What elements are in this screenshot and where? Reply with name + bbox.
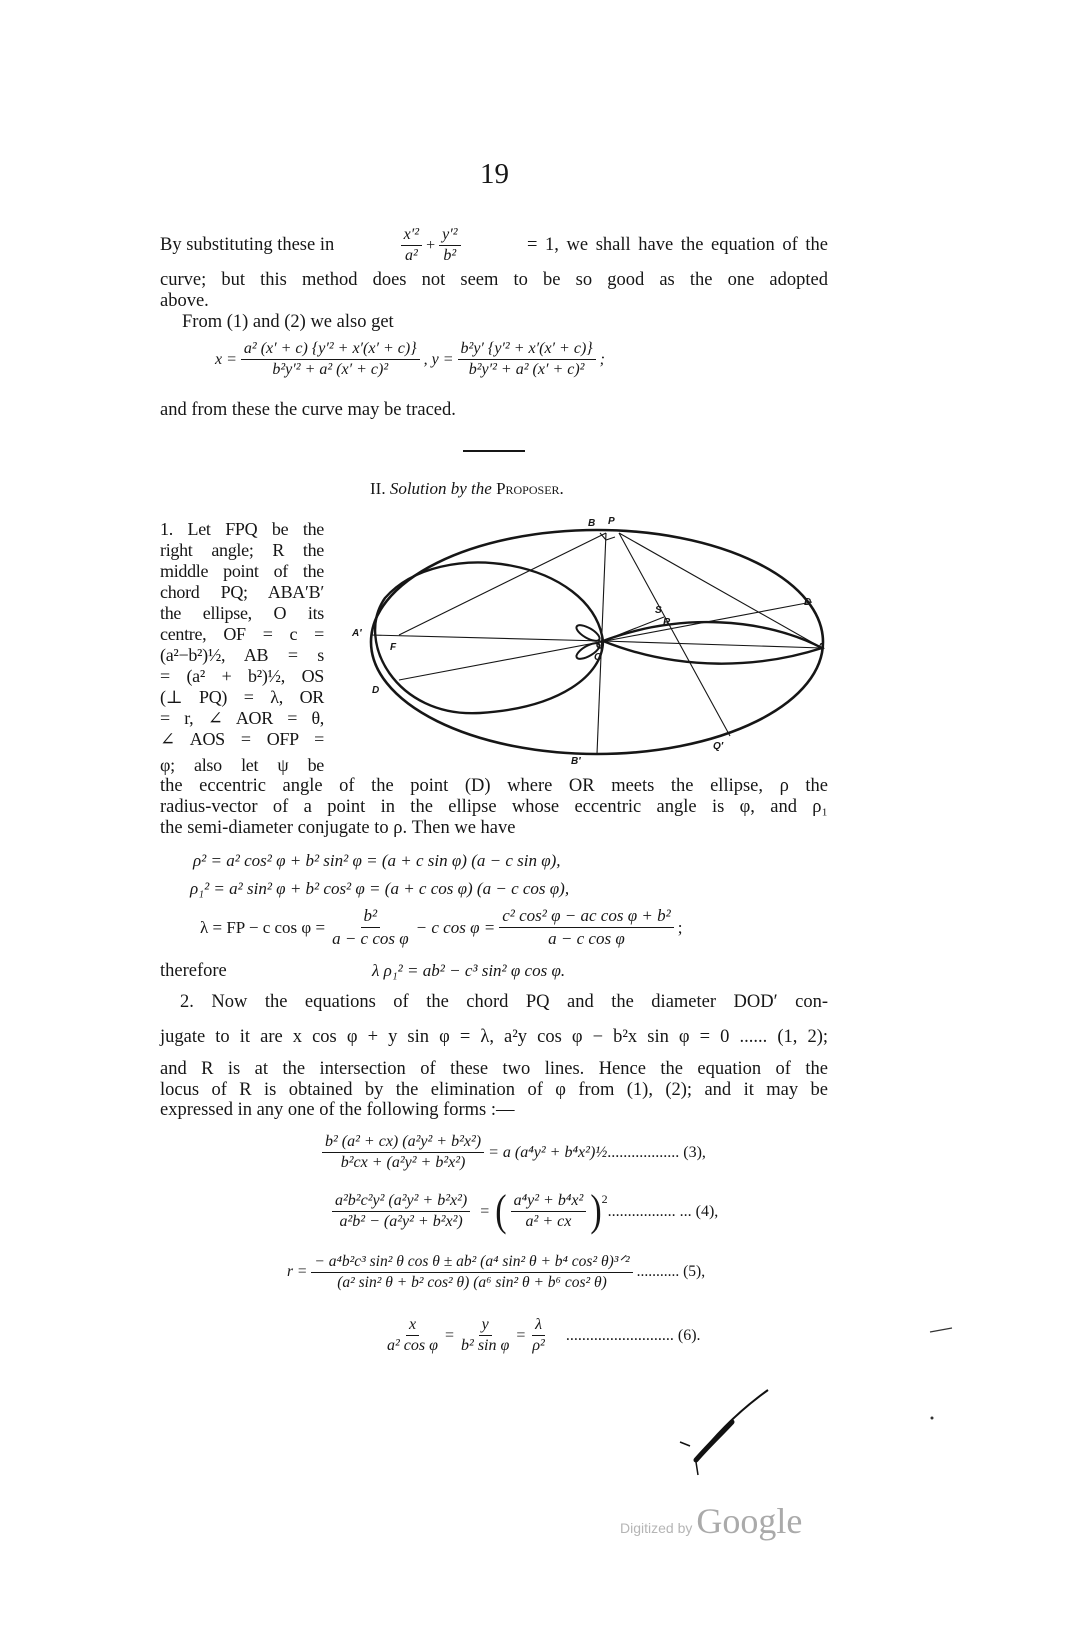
ellipse-equation: [397, 226, 465, 265]
fraction-numerator: a² (x′ + c) {y′² + x′(x′ + c)}: [241, 340, 420, 360]
label-B: B: [588, 518, 596, 529]
body-line: the eccentric angle of the point (D) where OR meets the ellipse, ρ the: [160, 776, 828, 796]
equation-result: λ ρ₁² = ab² − c³ sin² φ cos φ.: [372, 961, 566, 980]
equation-rho: ρ² = a² cos² φ + b² sin² φ = (a + c sin φ) (a − c sin φ),: [193, 851, 561, 870]
watermark-prefix: Digitized by: [620, 1520, 693, 1536]
fraction-denominator: (a² sin² θ + b² cos² θ) (a⁶ sin² θ + b⁶ cos² θ): [337, 1274, 607, 1291]
line-OS: [603, 617, 664, 641]
left-column-line: φ; also let ψ be: [160, 755, 324, 775]
google-logo-text: Google: [696, 1501, 803, 1541]
left-column-line: centre, OF = c =: [160, 624, 324, 644]
fraction-numerator: y: [479, 1316, 492, 1336]
label-D-right: D: [804, 597, 812, 608]
label-S: S: [655, 605, 662, 616]
label-P: P: [608, 516, 615, 527]
line-PF: [399, 533, 606, 635]
fraction-denominator: a²b² − (a²y² + b²x²): [339, 1213, 463, 1230]
chord-PQ: [619, 533, 730, 736]
label-D-left: D: [372, 685, 380, 696]
line-PA: [619, 533, 822, 648]
pen-stroke-mark: [660, 1380, 790, 1490]
intro-line-3: above.: [160, 291, 209, 311]
fraction-numerator: y′²: [439, 226, 460, 246]
fraction-denominator: a² + cx: [525, 1213, 572, 1230]
exponent: 2: [601, 1192, 608, 1206]
section-subtitle: Solution by the: [389, 479, 492, 498]
fraction-numerator: λ: [532, 1316, 545, 1336]
body-line: the semi-diameter conjugate to ρ. Then we have: [160, 818, 516, 838]
right-angle-mark: [600, 533, 615, 540]
equation-6: [380, 1316, 701, 1355]
equation-lambda: [200, 906, 682, 949]
parametric-equations: [215, 340, 605, 379]
label-A: A: [817, 642, 825, 653]
left-column-line: (a²−b²)½, AB = s: [160, 645, 324, 665]
equation-lhs: , y =: [423, 350, 454, 368]
semicolon: ;: [677, 917, 683, 937]
left-paren: (: [495, 1186, 507, 1235]
equation-tag: ................. ... (4),: [607, 1202, 719, 1220]
plus-sign: +: [426, 236, 436, 254]
fraction-denominator: a²: [404, 247, 418, 264]
fraction-numerator: b²: [361, 906, 381, 928]
label-R: R: [663, 617, 671, 628]
label-Q-prime: Q′: [713, 741, 724, 752]
body-line: expressed in any one of the following forms :—: [160, 1100, 515, 1120]
left-column-line: ∠ AOS = OFP =: [160, 729, 324, 749]
semicolon: ;: [599, 350, 605, 368]
equation-lhs: x =: [215, 350, 237, 368]
fraction-denominator: b²: [443, 247, 457, 264]
equation-rho1: ρ₁² = a² sin² φ + b² cos² φ = (a + c cos φ) (a − c cos φ),: [190, 879, 570, 898]
intro-text: = 1, we shall have the equation of the: [526, 235, 828, 255]
equation-5: [287, 1252, 705, 1292]
fraction-numerator: x′²: [401, 226, 422, 246]
left-column-line: middle point of the: [160, 561, 324, 581]
equation-middle: − c cos φ =: [415, 917, 496, 937]
equation-lhs: r =: [287, 1263, 308, 1280]
left-column-line: = r, ∠ AOR = θ,: [160, 708, 324, 728]
left-column-line: chord PQ; ABA′B′: [160, 582, 324, 602]
fraction-denominator: b²y′² + a² (x′ + c)²: [272, 361, 389, 378]
intro-text: By substituting these in: [160, 235, 335, 255]
intro-line-1: [160, 226, 828, 265]
fraction-numerator: − a⁴b²c³ sin² θ cos θ ± ab² (a⁴ sin² θ + b⁴ cos² θ)³ᐟ²: [311, 1252, 632, 1273]
label-O: O: [594, 652, 602, 663]
fraction-denominator: a² cos φ: [387, 1337, 438, 1354]
body-line: jugate to it are x cos φ + y sin φ = λ, a²y cos φ − b²x sin φ = 0 ...... (1, 2);: [160, 1027, 828, 1047]
intro-line-5: and from these the curve may be traced.: [160, 400, 456, 420]
equals-sign: =: [516, 1326, 526, 1344]
intro-line-2: curve; but this method does not seem to be so good as the one adopted: [160, 270, 828, 290]
label-A-prime: A′: [352, 628, 362, 639]
fraction-numerator: a²b²c²y² (a²y² + b²x²): [332, 1192, 470, 1212]
left-column-line: = (a² + b²)½, OS: [160, 666, 324, 686]
body-line: and R is at the intersection of these two lines. Hence the equation of the: [160, 1059, 828, 1079]
left-column-line: the ellipse, O its: [160, 603, 324, 623]
label-B-prime: B′: [571, 756, 581, 767]
fraction-denominator: a − c cos φ: [332, 929, 409, 948]
fraction-numerator: b²y′ {y′² + x′(x′ + c)}: [458, 340, 596, 360]
body-line: locus of R is obtained by the elimination of φ from (1), (2); and it may be: [160, 1080, 828, 1100]
equation-4: [328, 1186, 719, 1235]
left-column-line: (⊥ PQ) = λ, OR: [160, 687, 324, 707]
section-author: Proposer.: [496, 479, 564, 498]
label-F: F: [390, 642, 397, 653]
fraction-denominator: a − c cos φ: [548, 929, 625, 948]
axis-line: [371, 635, 603, 641]
therefore-label: therefore: [160, 961, 227, 981]
fraction-numerator: x: [406, 1316, 419, 1336]
body-line: radius-vector of a point in the ellipse whose eccentric angle is φ, and ρ₁: [160, 797, 828, 817]
left-column-line: 1. Let FPQ be the: [160, 519, 324, 539]
ellipse-diagram: [340, 505, 840, 775]
intro-line-4: From (1) and (2) we also get: [182, 312, 394, 332]
equation-tag: ........................... (6).: [565, 1326, 701, 1344]
equation-3: [318, 1133, 706, 1172]
fraction-denominator: b² sin φ: [461, 1337, 510, 1354]
equals-sign: =: [444, 1326, 455, 1344]
fraction-numerator: a⁴y² + b⁴x²: [511, 1192, 587, 1212]
diameter-DOD: [399, 602, 812, 680]
fraction-numerator: c² cos² φ − ac cos φ + b²: [499, 906, 673, 928]
ellipse-curve: [371, 530, 823, 754]
page-number: 19: [480, 158, 509, 190]
fraction-numerator: b² (a² + cx) (a²y² + b²x²): [322, 1133, 484, 1153]
section-numeral: II.: [370, 479, 386, 498]
body-line: 2. Now the equations of the chord PQ and the diameter DOD′ con-: [180, 992, 828, 1012]
fraction-denominator: ρ²: [532, 1337, 545, 1354]
equation-tag: ........... (5),: [636, 1263, 706, 1280]
fraction-denominator: b²y′² + a² (x′ + c)²: [468, 361, 585, 378]
left-column-line: right angle; R the: [160, 540, 324, 560]
digitized-watermark: [620, 1500, 802, 1542]
section-divider: [463, 450, 525, 452]
equation-tag: .................. (3),: [607, 1143, 706, 1161]
scan-specks: [928, 1320, 958, 1430]
equation-lhs: λ = FP − c cos φ =: [200, 917, 326, 937]
axis-line: [603, 641, 822, 648]
equation-rhs: = a (a⁴y² + b⁴x²)½: [488, 1143, 608, 1161]
right-paren: ): [590, 1186, 602, 1235]
fraction-denominator: b²cx + (a²y² + b²x²): [340, 1154, 466, 1171]
equals-sign: =: [480, 1202, 490, 1220]
section-heading: [370, 479, 564, 499]
